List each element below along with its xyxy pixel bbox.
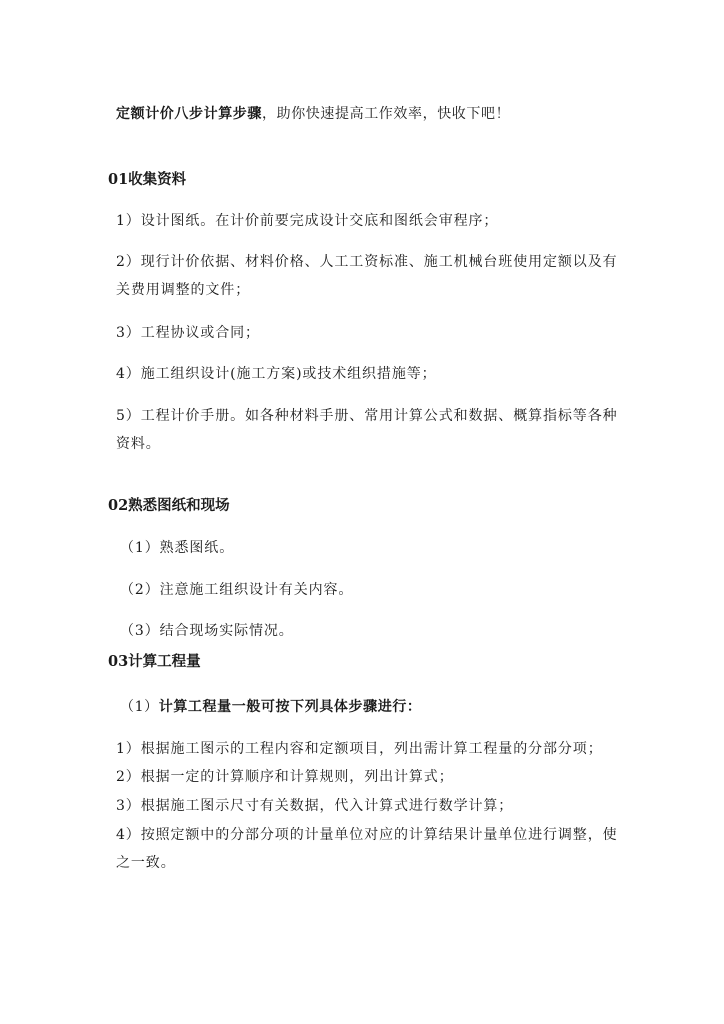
section-03-item-4-cont: 之一致。 <box>116 855 176 871</box>
section-03-item-2: 2）根据一定的计算顺序和计算规则，列出计算式； <box>116 769 454 785</box>
section-02-item-2: （2）注意施工组织设计有关内容。 <box>120 582 354 598</box>
section-01-item-5: 5）工程计价手册。如各种材料手册、常用计算公式和数据、概算指标等各种 <box>116 408 618 424</box>
section-01-item-5-cont: 资料。 <box>116 436 161 452</box>
section-02-heading: 02熟悉图纸和现场 <box>108 497 230 514</box>
section-03-item-1: 1）根据施工图示的工程内容和定额项目，列出需计算工程量的分部分项； <box>116 741 603 757</box>
intro-text: ，助你快速提高工作效率，快收下吧！ <box>262 106 511 122</box>
section-01-item-2-cont: 关费用调整的文件； <box>116 282 251 298</box>
section-01-item-4: 4）施工组织设计(施工方案)或技术组织措施等； <box>116 366 437 382</box>
section-02-item-3: （3）结合现场实际情况。 <box>120 623 294 639</box>
section-03-lead-text: 计算工程量一般可按下列具体步骤进行： <box>158 699 422 715</box>
section-01-item-3: 3）工程协议或合同； <box>116 325 260 341</box>
section-01-item-1: 1）设计图纸。在计价前要完成设计交底和图纸会审程序； <box>116 213 499 229</box>
intro-line <box>116 104 510 124</box>
section-01-item-2: 2）现行计价依据、材料价格、人工工资标准、施工机械台班使用定额以及有 <box>116 254 618 270</box>
intro-title: 定额计价八步计算步骤 <box>116 106 262 122</box>
section-03-lead-prefix: （1） <box>120 699 159 715</box>
section-03-lead <box>120 697 422 717</box>
section-03-item-4: 4）按照定额中的分部分项的计量单位对应的计算结果计量单位进行调整，使 <box>116 827 618 843</box>
section-01-heading: 01收集资料 <box>108 171 187 188</box>
section-03-heading: 03计算工程量 <box>108 653 201 670</box>
section-02-item-1: （1）熟悉图纸。 <box>120 540 235 556</box>
section-03-item-3: 3）根据施工图示尺寸有关数据，代入计算式进行数学计算； <box>116 798 514 814</box>
